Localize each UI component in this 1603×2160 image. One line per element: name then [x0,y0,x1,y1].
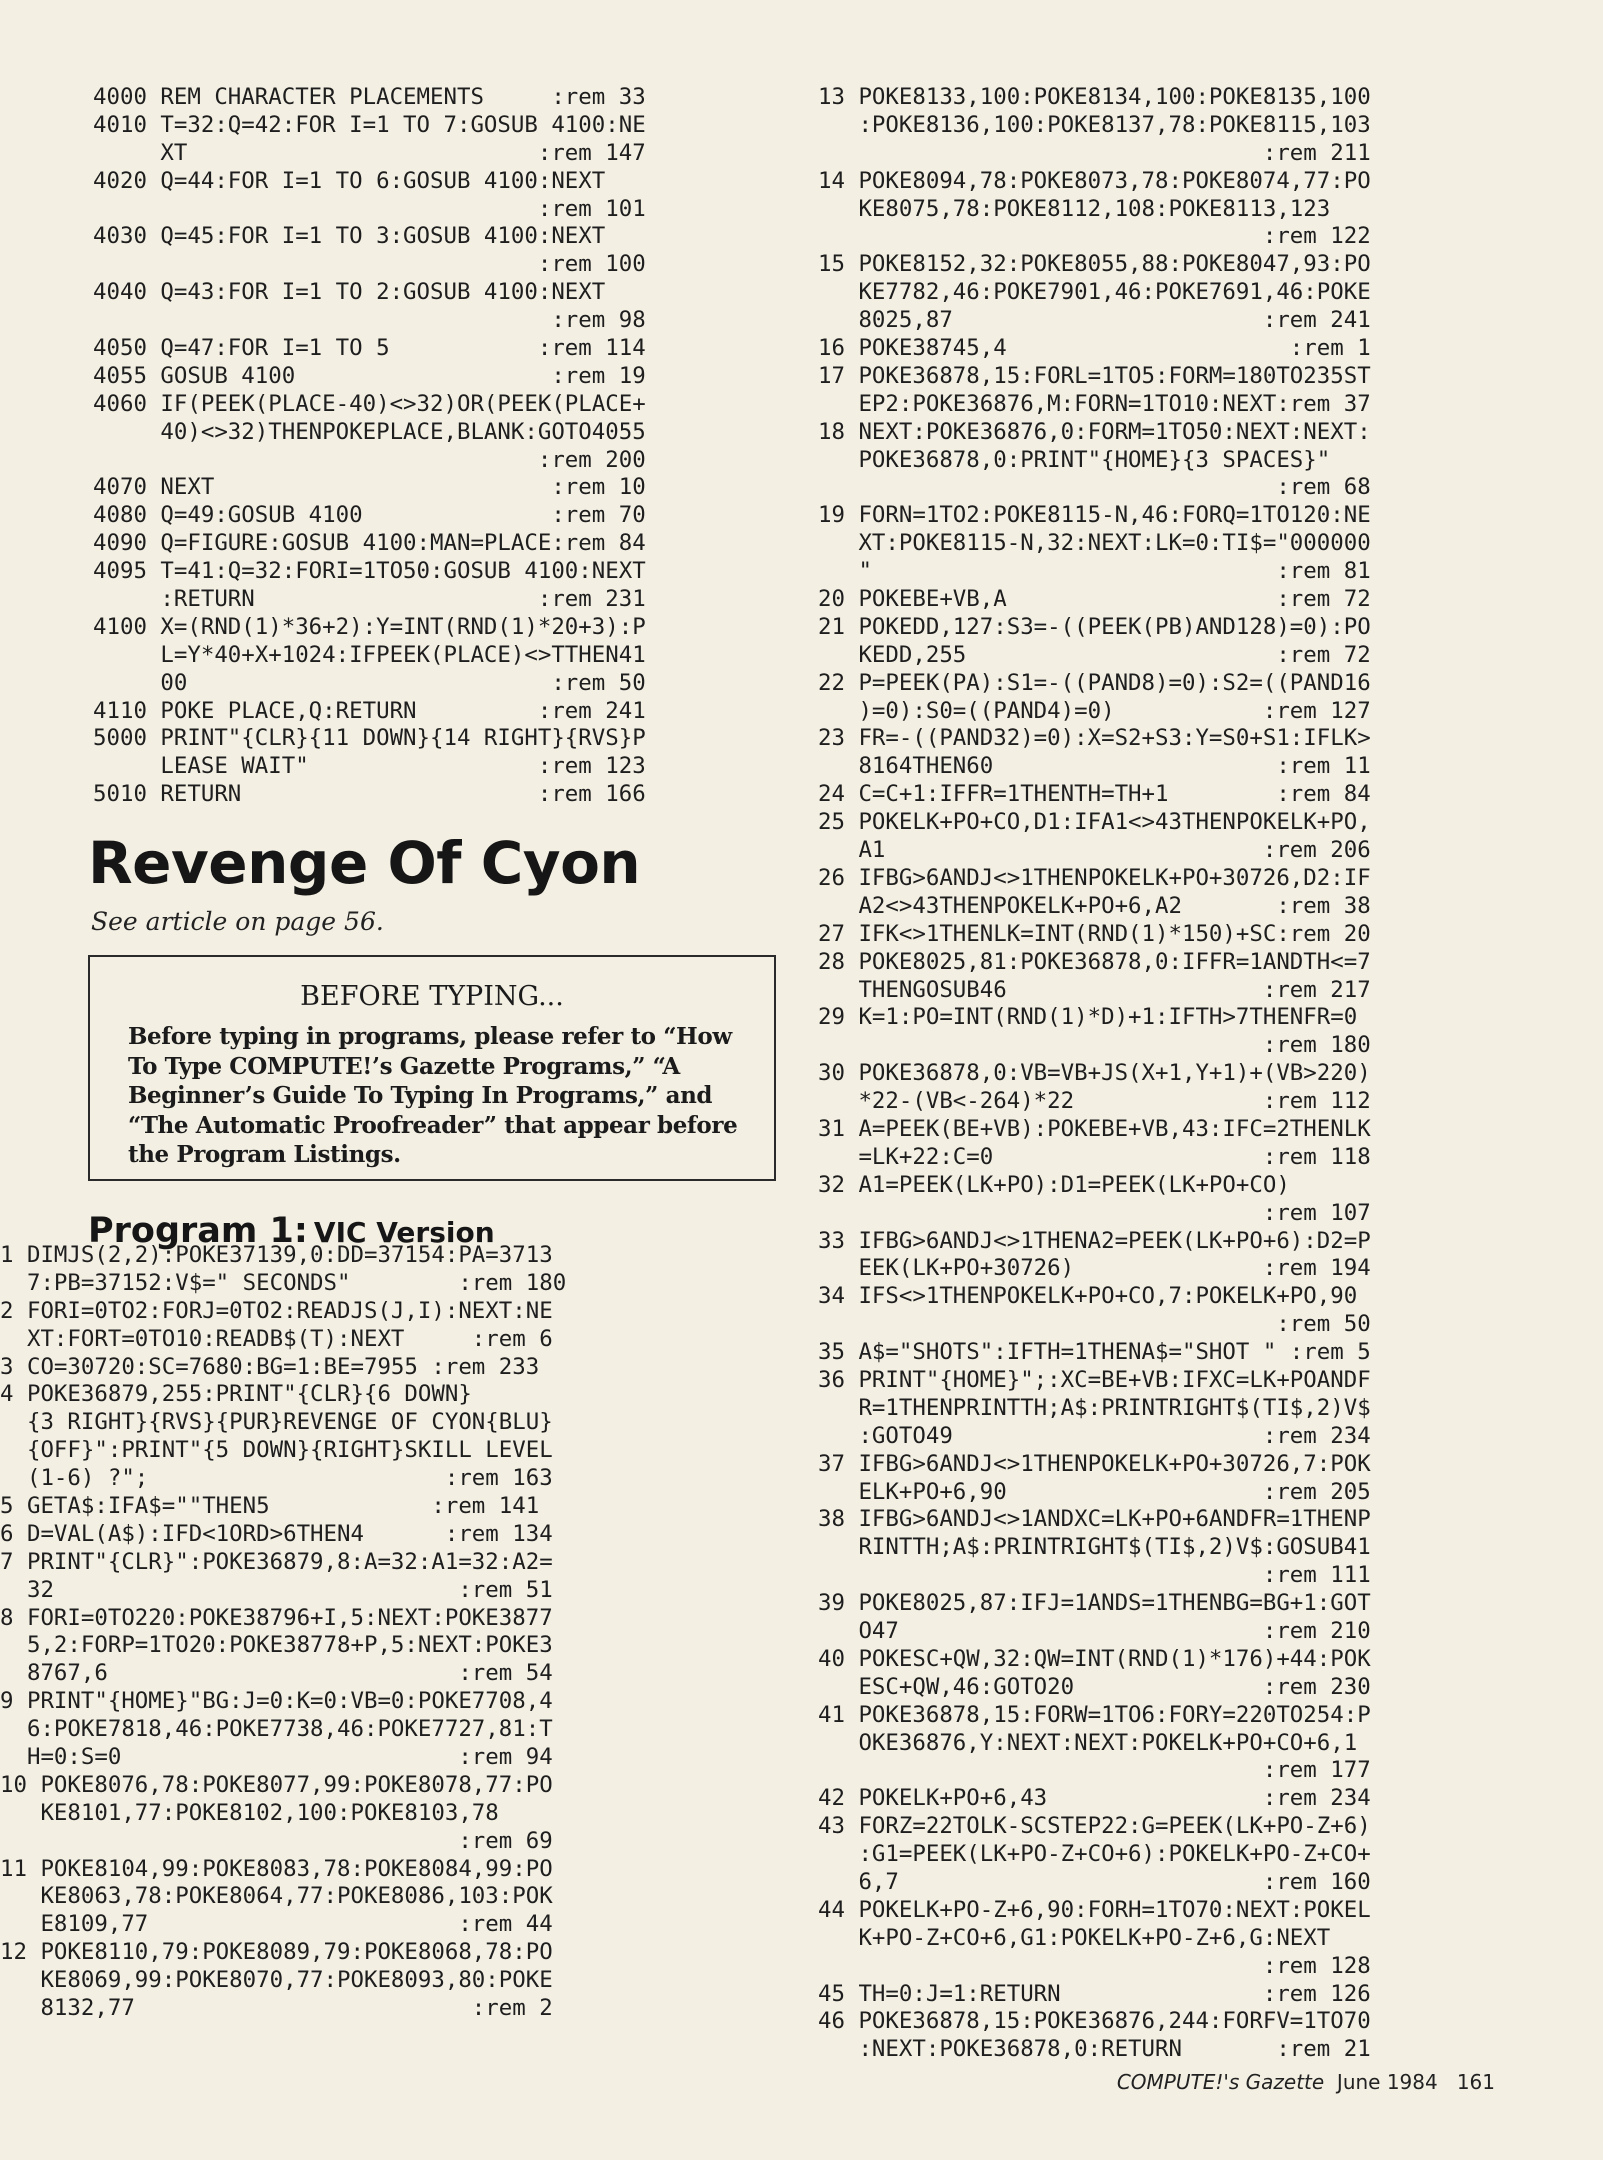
code-line: 41 POKE36878,15:FORW=1TO6:FORY=220TO254:P [818,1701,1371,1728]
listing-right [818,84,1518,2064]
code-line: :rem 122 [818,223,1371,250]
code-line: {OFF}":PRINT"{5 DOWN}{RIGHT}SKILL LEVEL [0,1437,553,1464]
box-title: BEFORE TYPING... [300,981,564,1012]
code-line: EP2:POKE36876,M:FORN=1TO10:NEXT:rem 37 [818,390,1371,417]
code-line: KE8101,77:POKE8102,100:POKE8103,78 [0,1799,499,1826]
code-line: :rem 111 [818,1562,1371,1589]
code-line: A2<>43THENPOKELK+PO+6,A2 :rem 38 [818,892,1371,919]
listing-left-top [93,84,783,809]
code-line: 4080 Q=49:GOSUB 4100 :rem 70 [93,502,646,529]
code-line: {3 RIGHT}{RVS}{PUR}REVENGE OF CYON{BLU} [0,1409,553,1436]
code-line: 24 C=C+1:IFFR=1THENTH=TH+1 :rem 84 [818,781,1371,808]
code-line: :rem 128 [818,1952,1371,1979]
code-line: :rem 200 [93,446,646,473]
code-line: =LK+22:C=0 :rem 118 [818,1143,1371,1170]
code-line: 26 IFBG>6ANDJ<>1THENPOKELK+PO+30726,D2:IF [818,864,1371,891]
code-line: 31 A=PEEK(BE+VB):POKEBE+VB,43:IFC=2THENLK [818,1115,1371,1142]
code-line: 29 K=1:PO=INT(RND(1)*D)+1:IFTH>7THENFR=0 [818,1004,1358,1031]
code-line: :rem 98 [93,307,646,334]
code-line: 25 POKELK+PO+CO,D1:IFA1<>43THENPOKELK+PO, [818,809,1371,836]
code-line: 10 POKE8076,78:POKE8077,99:POKE8078,77:PO [0,1771,553,1798]
code-line: 32 A1=PEEK(LK+PO):D1=PEEK(LK+PO+CO) [818,1171,1290,1198]
code-line: 7:PB=37152:V$=" SECONDS" :rem 180 [0,1269,567,1296]
code-line: 16 POKE38745,4 :rem 1 [818,335,1371,362]
code-line: 7 PRINT"{CLR}":POKE36879,8:A=32:A1=32:A2= [0,1548,553,1575]
code-line: 36 PRINT"{HOME}";:XC=BE+VB:IFXC=LK+POANDF [818,1366,1371,1393]
code-line: 4030 Q=45:FOR I=1 TO 3:GOSUB 4100:NEXT [93,223,606,250]
code-line: 28 POKE8025,81:POKE36878,0:IFFR=1ANDTH<=7 [818,948,1371,975]
code-line: 8164THEN60 :rem 11 [818,753,1371,780]
code-line: K+PO-Z+CO+6,G1:POKELK+PO-Z+6,G:NEXT [818,1924,1331,1951]
code-line: (1-6) ?"; :rem 163 [0,1465,553,1492]
code-line: 15 POKE8152,32:POKE8055,88:POKE8047,93:PO [818,251,1371,278]
code-line: 5000 PRINT"{CLR}{11 DOWN}{14 RIGHT}{RVS}P [93,725,646,752]
code-line: OKE36876,Y:NEXT:NEXT:POKELK+PO+CO+6,1 [818,1729,1358,1756]
code-line: 4070 NEXT :rem 10 [93,474,646,501]
code-line: 40)<>32)THENPOKEPLACE,BLANK:GOTO4055 [93,418,646,445]
code-line: 5 GETA$:IFA$=""THEN5 :rem 141 [0,1493,540,1520]
code-line: 32 :rem 51 [0,1576,553,1603]
code-line: 20 POKEBE+VB,A :rem 72 [818,586,1371,613]
code-line: 4050 Q=47:FOR I=1 TO 5 :rem 114 [93,335,646,362]
footer-date: June 1984 [1336,2070,1438,2094]
code-line: 9 PRINT"{HOME}"BG:J=0:K=0:VB=0:POKE7708,4 [0,1688,553,1715]
code-line: 23 FR=-((PAND32)=0):X=S2+S3:Y=S0+S1:IFLK> [818,725,1371,752]
code-line: 4040 Q=43:FOR I=1 TO 2:GOSUB 4100:NEXT [93,279,606,306]
code-line: 14 POKE8094,78:POKE8073,78:POKE8074,77:PO [818,167,1371,194]
code-line: *22-(VB<-264)*22 :rem 112 [818,1088,1371,1115]
code-line: 6:POKE7818,46:POKE7738,46:POKE7727,81:T [0,1716,553,1743]
code-line: 45 TH=0:J=1:RETURN :rem 126 [818,1980,1371,2007]
code-line: 30 POKE36878,0:VB=VB+JS(X+1,Y+1)+(VB>220) [818,1060,1371,1087]
code-line: H=0:S=0 :rem 94 [0,1744,553,1771]
code-line: 43 FORZ=22TOLK-SCSTEP22:G=PEEK(LK+PO-Z+6) [818,1813,1371,1840]
see-article-note: See article on page 56. [91,907,384,936]
footer-magazine: COMPUTE!'s Gazette [1116,2070,1325,2094]
code-line: R=1THENPRINTTH;A$:PRINTRIGHT$(TI$,2)V$ [818,1394,1371,1421]
code-line: 4100 X=(RND(1)*36+2):Y=INT(RND(1)*20+3):P [93,613,646,640]
code-line: :rem 107 [818,1199,1371,1226]
page-footer [1117,2070,1495,2094]
code-line: 22 P=PEEK(PA):S1=-((PAND8)=0):S2=((PAND16 [818,669,1371,696]
code-line: 5,2:FORP=1TO20:POKE38778+P,5:NEXT:POKE3 [0,1632,553,1659]
code-line: 6 D=VAL(A$):IFD<1ORD>6THEN4 :rem 134 [0,1520,553,1547]
program-version: VIC Version [313,1216,495,1249]
code-line: 21 POKEDD,127:S3=-((PEEK(PB)AND128)=0):PO [818,613,1371,640]
code-line: 37 IFBG>6ANDJ<>1THENPOKELK+PO+30726,7:POK [818,1450,1371,1477]
code-line: 44 POKELK+PO-Z+6,90:FORH=1TO70:NEXT:POKEL [818,1896,1371,1923]
code-line: 38 IFBG>6ANDJ<>1ANDXC=LK+PO+6ANDFR=1THENP [818,1506,1371,1533]
code-line: 4000 REM CHARACTER PLACEMENTS :rem 33 [93,84,646,110]
code-line: :rem 177 [818,1757,1371,1784]
code-line: E8109,77 :rem 44 [0,1911,553,1938]
code-line: 4090 Q=FIGURE:GOSUB 4100:MAN=PLACE:rem 84 [93,530,646,557]
code-line: 17 POKE36878,15:FORL=1TO5:FORM=180TO235ST [818,362,1371,389]
code-line: O47 :rem 210 [818,1617,1371,1644]
code-line: 46 POKE36878,15:POKE36876,244:FORFV=1TO70 [818,2008,1371,2035]
code-line: 5010 RETURN :rem 166 [93,781,646,808]
code-line: :GOTO49 :rem 234 [818,1422,1371,1449]
code-line: 6,7 :rem 160 [818,1869,1371,1895]
code-line: 4055 GOSUB 4100 :rem 19 [93,362,646,389]
code-line: ESC+QW,46:GOTO20 :rem 230 [818,1673,1371,1700]
code-line: KE8075,78:POKE8112,108:POKE8113,123 [818,195,1331,222]
code-line: 00 :rem 50 [93,669,646,696]
code-line: EEK(LK+PO+30726) :rem 194 [818,1255,1371,1282]
code-line: 8132,77 :rem 2 [0,1995,553,2022]
code-line: XT:POKE8115-N,32:NEXT:LK=0:TI$="000000 [818,530,1371,557]
code-line: 4 POKE36879,255:PRINT"{CLR}{6 DOWN} [0,1381,472,1408]
code-line: 35 A$="SHOTS":IFTH=1THENA$="SHOT " :rem 5 [818,1339,1371,1366]
code-line: 18 NEXT:POKE36876,0:FORM=1TO50:NEXT:NEXT: [818,418,1371,445]
code-line: :rem 69 [0,1827,553,1854]
code-line: :rem 50 [818,1311,1371,1338]
code-line: :rem 68 [818,474,1371,501]
code-line: 39 POKE8025,87:IFJ=1ANDS=1THENBG=BG+1:GOT [818,1590,1371,1617]
code-line: :rem 211 [818,139,1371,166]
before-typing-box [88,955,776,1181]
code-line: 8767,6 :rem 54 [0,1660,553,1687]
code-line: 13 POKE8133,100:POKE8134,100:POKE8135,100 [818,84,1371,110]
code-line: 19 FORN=1TO2:POKE8115-N,46:FORQ=1TO120:NE [818,502,1371,529]
code-line: 3 CO=30720:SC=7680:BG=1:BE=7955 :rem 233 [0,1353,540,1380]
code-line: 33 IFBG>6ANDJ<>1THENA2=PEEK(LK+PO+6):D2=P [818,1227,1371,1254]
code-line: KE7782,46:POKE7901,46:POKE7691,46:POKE [818,279,1371,306]
code-line: 8025,87 :rem 241 [818,307,1371,334]
code-line: )=0):S0=((PAND4)=0) :rem 127 [818,697,1371,724]
code-line: 4020 Q=44:FOR I=1 TO 6:GOSUB 4100:NEXT [93,167,606,194]
code-line: :rem 100 [93,251,646,278]
code-line: ELK+PO+6,90 :rem 205 [818,1478,1371,1505]
code-line: 27 IFK<>1THENLK=INT(RND(1)*150)+SC:rem 20 [818,920,1371,947]
code-line: 2 FORI=0TO2:FORJ=0TO2:READJS(J,I):NEXT:NE [0,1297,553,1324]
code-line: :NEXT:POKE36878,0:RETURN :rem 21 [818,2036,1371,2063]
code-line: LEASE WAIT" :rem 123 [93,753,646,780]
code-line: POKE36878,0:PRINT"{HOME}{3 SPACES}" [818,446,1331,473]
code-line: KE8063,78:POKE8064,77:POKE8086,103:POK [0,1883,553,1910]
code-line: 4095 T=41:Q=32:FORI=1TO50:GOSUB 4100:NEXT [93,558,646,585]
code-line: 4060 IF(PEEK(PLACE-40)<>32)OR(PEEK(PLACE+ [93,390,646,417]
box-body: Before typing in programs, please refer to “How To Type COMPUTE!’s Gazette Programs,” “A Beginner’s Guide To Typing In Programs,” and “The Automatic Proofreader” that appear before the Program Listings. [128,1023,738,1168]
code-line: :G1=PEEK(LK+PO-Z+CO+6):POKELK+PO-Z+CO+ [818,1841,1371,1868]
code-line: A1 :rem 206 [818,837,1371,864]
code-line: :rem 101 [93,195,646,222]
article-title: Revenge Of Cyon [88,829,641,897]
code-line: KE8069,99:POKE8070,77:POKE8093,80:POKE [0,1967,553,1994]
code-line: :rem 180 [818,1032,1371,1059]
code-line: 4110 POKE PLACE,Q:RETURN :rem 241 [93,697,646,724]
code-line: 42 POKELK+PO+6,43 :rem 234 [818,1785,1371,1812]
code-line: 12 POKE8110,79:POKE8089,79:POKE8068,78:PO [0,1939,553,1966]
code-line: 8 FORI=0TO220:POKE38796+I,5:NEXT:POKE3877 [0,1604,553,1631]
code-line: 1 DIMJS(2,2):POKE37139,0:DD=37154:PA=3713 [0,1242,553,1268]
code-line: KEDD,255 :rem 72 [818,641,1371,668]
code-line: 11 POKE8104,99:POKE8083,78:POKE8084,99:PO [0,1855,553,1882]
code-line: RINTTH;A$:PRINTRIGHT$(TI$,2)V$:GOSUB41 [818,1534,1371,1561]
code-line: L=Y*40+X+1024:IFPEEK(PLACE)<>TTHEN41 [93,641,646,668]
code-line: :POKE8136,100:POKE8137,78:POKE8115,103 [818,111,1371,138]
listing-left-program [0,1242,566,2023]
code-line: XT :rem 147 [93,139,646,166]
footer-page: 161 [1456,2070,1495,2094]
program-label: Program 1: [88,1211,308,1251]
code-line: :RETURN :rem 231 [93,586,646,613]
code-line: " :rem 81 [818,558,1371,585]
code-line: THENGOSUB46 :rem 217 [818,976,1371,1003]
code-line: 40 POKESC+QW,32:QW=INT(RND(1)*176)+44:POK [818,1645,1371,1672]
code-line: 34 IFS<>1THENPOKELK+PO+CO,7:POKELK+PO,90 [818,1283,1358,1310]
code-line: 4010 T=32:Q=42:FOR I=1 TO 7:GOSUB 4100:NE [93,111,646,138]
code-line: XT:FORT=0TO10:READB$(T):NEXT :rem 6 [0,1325,553,1352]
